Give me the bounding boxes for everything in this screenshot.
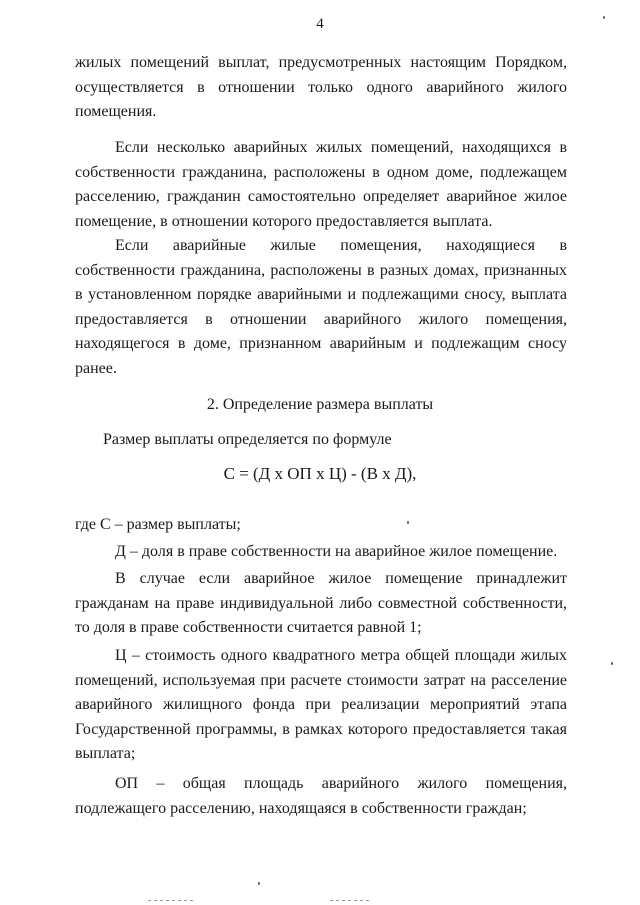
definition-op: ОП – общая площадь аварийного жилого помещения, подлежащего расселению, находящаяся в собственности граждан; [75, 775, 567, 817]
paragraph-continuation: жилых помещений выплат, предусмотренных настоящим Порядком, осуществляется в отношении только одного аварийного жилого помещения. [75, 54, 567, 120]
paragraph-share-case: В случае если аварийное жилое помещение принадлежит гражданам на праве индивидуальной либо совместной собственности, то доля в праве собственности считается равной 1; [75, 570, 567, 636]
paragraph-different-houses: Если аварийные жилые помещения, находящиеся в собственности гражданина, расположены в разных домах, признанных в установленном порядке аварийными и подлежащими сносу, выплата предоставляется в отношении аварийного жилого помещения, находящегося в доме, признанном аварийным и подлежащим сносу ранее. [75, 237, 567, 377]
formula-intro: Размер выплаты определяется по формуле [103, 431, 392, 448]
scan-edge-artifact [330, 900, 372, 901]
scan-speck [407, 521, 409, 524]
page-number: 4 [316, 16, 324, 32]
scan-speck [258, 882, 260, 885]
section-heading: 2. Определение размера выплаты [206, 396, 434, 413]
paragraph-one-house: Если несколько аварийных жилых помещений, находящихся в собственности гражданина, расположены в одном доме, подлежащем расселению, гражданин самостоятельно определяет аварийное жилое помещение, в отношении которого предоставляется выплата. [75, 139, 567, 230]
formula: С = (Д х ОП х Ц) - (В х Д), [223, 464, 417, 483]
scan-speck [611, 662, 613, 665]
scan-speck [603, 16, 605, 19]
scan-edge-artifact [148, 900, 194, 901]
definition-ts: Ц – стоимость одного квадратного метра общей площади жилых помещений, используемая при расчете стоимости затрат на расселение аварийного жилищного фонда при реализации мероприятий этапа Государственной программы, в рамках которого предоставляется такая выплата; [75, 647, 567, 762]
definition-d: Д – доля в праве собственности на аварийное жилое помещение. [115, 543, 558, 560]
definition-c: где С – размер выплаты; [75, 516, 241, 533]
